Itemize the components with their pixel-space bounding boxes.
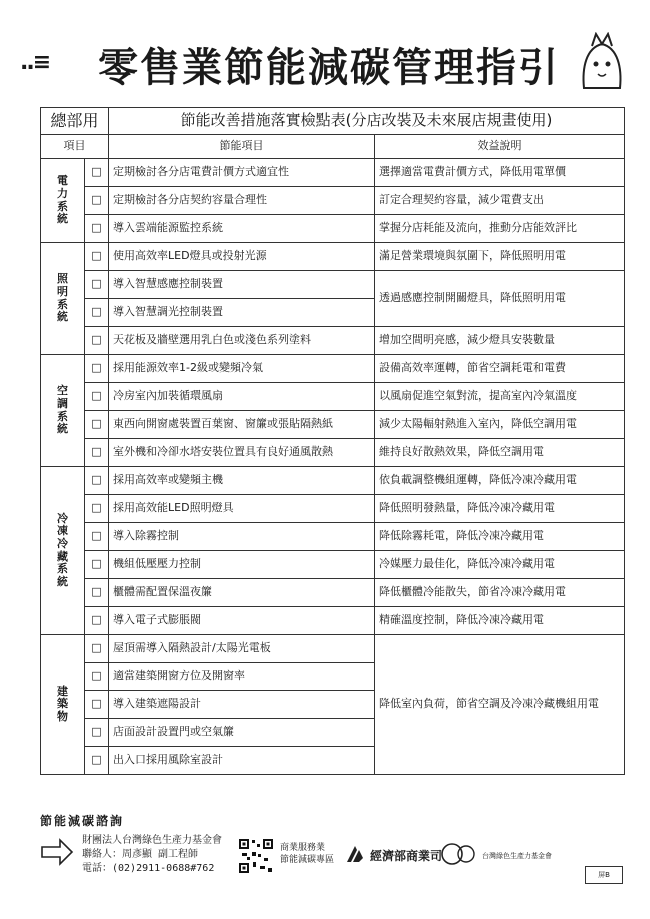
- checkbox[interactable]: □: [85, 299, 109, 327]
- category-char: 統: [57, 212, 68, 226]
- table-row: [41, 187, 625, 215]
- checkbox[interactable]: □: [85, 495, 109, 523]
- title-dots-decoration: ..≡: [20, 50, 50, 75]
- checkbox[interactable]: □: [85, 719, 109, 747]
- col-header-effect: 效益說明: [375, 135, 625, 159]
- measure-item: 導入建築遮陽設計: [109, 691, 375, 719]
- contact-block: [82, 834, 222, 876]
- category-char: 空: [57, 384, 68, 398]
- checklist-table: [40, 107, 625, 775]
- measure-item: 使用高效率LED燈具或投射光源: [109, 243, 375, 271]
- measure-item: 導入智慧感應控制裝置: [109, 271, 375, 299]
- table-row: [41, 495, 625, 523]
- checkbox[interactable]: □: [85, 607, 109, 635]
- category-char: 統: [57, 310, 68, 324]
- org-name: 財團法人台灣綠色生產力基金會: [82, 835, 222, 846]
- mascot-icon: [578, 32, 626, 92]
- category-char: 照: [57, 272, 68, 286]
- checkbox[interactable]: □: [85, 579, 109, 607]
- checkbox[interactable]: □: [85, 271, 109, 299]
- checkbox[interactable]: □: [85, 551, 109, 579]
- effect-text: 選擇適當電費計價方式，降低用電單價: [375, 159, 625, 187]
- measure-item: 屋頂需導入隔熱設計/太陽光電板: [109, 635, 375, 663]
- service-zone-label: [280, 842, 334, 866]
- col-header-measure: 節能項目: [109, 135, 375, 159]
- table-row: [41, 607, 625, 635]
- qr-code-icon[interactable]: [238, 838, 274, 874]
- category-aircon: [41, 355, 85, 467]
- service-line1: 商業服務業: [280, 843, 326, 853]
- table-row: [41, 159, 625, 187]
- checkbox[interactable]: □: [85, 159, 109, 187]
- checkbox[interactable]: □: [85, 187, 109, 215]
- category-char: 築: [57, 697, 68, 711]
- table-row: [41, 579, 625, 607]
- measure-item: 採用高效率或變頻主機: [109, 467, 375, 495]
- measure-item: 店面設計設置門或空氣簾: [109, 719, 375, 747]
- category-char: 統: [57, 574, 68, 588]
- table-row: [41, 271, 625, 299]
- measure-item: 機組低壓壓力控制: [109, 551, 375, 579]
- category-char: 冷: [57, 536, 68, 550]
- effect-text: 滿足營業環境與氛圍下，降低照明用電: [375, 243, 625, 271]
- phone-number: 電話：(02)2911-0688#762: [82, 863, 215, 874]
- effect-text: 精確溫度控制，降低冷凍冷藏用電: [375, 607, 625, 635]
- effect-text: 維持良好散熱效果，降低空調用電: [375, 439, 625, 467]
- category-lighting: [41, 243, 85, 355]
- category-char: 系: [57, 409, 68, 423]
- checkbox[interactable]: □: [85, 439, 109, 467]
- moea-label: 經濟部商業司: [370, 849, 443, 863]
- effect-text: 訂定合理契約容量，減少電費支出: [375, 187, 625, 215]
- checkbox[interactable]: □: [85, 691, 109, 719]
- table-row: [41, 243, 625, 271]
- category-char: 統: [57, 422, 68, 436]
- checkbox[interactable]: □: [85, 467, 109, 495]
- measure-item: 導入雲端能源監控系統: [109, 215, 375, 243]
- effect-text: 降低照明發熱量，降低冷凍冷藏用電: [375, 495, 625, 523]
- table-row: [41, 215, 625, 243]
- category-char: 藏: [57, 549, 68, 563]
- category-char: 電: [57, 174, 68, 188]
- category-char: 明: [57, 284, 68, 298]
- checkbox[interactable]: □: [85, 327, 109, 355]
- effect-text: 降低室內負荷，節省空調及冷凍冷藏機組用電: [375, 635, 625, 775]
- col-header-item: 項目: [41, 135, 109, 159]
- table-row: [41, 355, 625, 383]
- category-building: [41, 635, 85, 775]
- category-char: 力: [57, 186, 68, 200]
- table-row: [41, 551, 625, 579]
- table-row: [41, 327, 625, 355]
- effect-text: 降低除霧耗電，降低冷凍冷藏用電: [375, 523, 625, 551]
- category-char: 建: [57, 684, 68, 698]
- measure-item: 定期檢討各分店契約容量合理性: [109, 187, 375, 215]
- checkbox[interactable]: □: [85, 523, 109, 551]
- page-footer: [40, 812, 624, 912]
- measure-item: 導入智慧調光控制裝置: [109, 299, 375, 327]
- measure-item: 出入口採用風除室設計: [109, 747, 375, 775]
- category-char: 系: [57, 297, 68, 311]
- category-char: 調: [57, 396, 68, 410]
- category-char: 系: [57, 199, 68, 213]
- page-number-box: 屏B: [585, 866, 623, 884]
- page-header: [20, 28, 632, 98]
- effect-text: 依負載調整機組運轉，降低冷凍冷藏用電: [375, 467, 625, 495]
- checkbox[interactable]: □: [85, 663, 109, 691]
- measure-item: 冷房室內加裝循環風扇: [109, 383, 375, 411]
- effect-text: 減少太陽輻射熱進入室內，降低空調用電: [375, 411, 625, 439]
- effect-text: 透過感應控制開關燈具，降低照明用電: [375, 271, 625, 327]
- effect-text: 冷媒壓力最佳化，降低冷凍冷藏用電: [375, 551, 625, 579]
- measure-item: 櫃體需配置保溫夜簾: [109, 579, 375, 607]
- effect-text: 增加空間明亮感，減少燈具安裝數量: [375, 327, 625, 355]
- checkbox[interactable]: □: [85, 243, 109, 271]
- category-char: 凍: [57, 524, 68, 538]
- moea-logo-icon: [345, 844, 365, 864]
- service-line2: 節能減碳專區: [280, 855, 335, 865]
- measure-item: 東西向開窗處裝置百葉窗、窗簾或張貼隔熱紙: [109, 411, 375, 439]
- contact-person: 聯絡人：周彥顯 副工程師: [82, 849, 199, 860]
- footer-title: 節能減碳諮詢: [40, 814, 125, 828]
- arrow-right-icon: [40, 838, 74, 866]
- measure-item: 導入除霧控制: [109, 523, 375, 551]
- table-row: [41, 635, 625, 663]
- category-char: 物: [57, 709, 68, 723]
- checkbox[interactable]: □: [85, 355, 109, 383]
- table-row: [41, 411, 625, 439]
- category-refrigeration: [41, 467, 85, 635]
- category-char: 系: [57, 562, 68, 576]
- column-header-row: [41, 135, 625, 159]
- table-row: [41, 523, 625, 551]
- checkbox[interactable]: □: [85, 215, 109, 243]
- measure-item: 導入電子式膨脹閥: [109, 607, 375, 635]
- measure-item: 適當建築開窗方位及開窗率: [109, 663, 375, 691]
- table-row: [41, 383, 625, 411]
- category-power: [41, 159, 85, 243]
- table-title: 節能改善措施落實檢點表(分店改裝及未來展店規畫使用): [109, 108, 625, 135]
- measure-item: 採用高效能LED照明燈具: [109, 495, 375, 523]
- page-title: 零售業節能減碳管理指引: [98, 45, 560, 91]
- measure-item: 採用能源效率1-2級或變頻冷氣: [109, 355, 375, 383]
- measure-item: 天花板及牆壁選用乳白色或淺色系列塗料: [109, 327, 375, 355]
- checkbox[interactable]: □: [85, 411, 109, 439]
- table-header-row: [41, 108, 625, 135]
- gpf-logo-icon: [440, 840, 480, 868]
- measure-item: 室外機和冷卻水塔安裝位置具有良好通風散熱: [109, 439, 375, 467]
- category-char: 冷: [57, 511, 68, 525]
- measure-item: 定期檢討各分店電費計價方式適宜性: [109, 159, 375, 187]
- table-row: [41, 439, 625, 467]
- effect-text: 降低櫃體冷能散失，節省冷凍冷藏用電: [375, 579, 625, 607]
- checkbox[interactable]: □: [85, 635, 109, 663]
- effect-text: 掌握分店耗能及流向，推動分店能效評比: [375, 215, 625, 243]
- gpf-label: 台灣綠色生產力基金會: [482, 852, 552, 860]
- effect-text: 以風扇促進空氣對流，提高室內冷氣溫度: [375, 383, 625, 411]
- table-row: [41, 467, 625, 495]
- hq-label: 總部用: [41, 108, 109, 135]
- checkbox[interactable]: □: [85, 383, 109, 411]
- effect-text: 設備高效率運轉，節省空調耗電和電費: [375, 355, 625, 383]
- checkbox[interactable]: □: [85, 747, 109, 775]
